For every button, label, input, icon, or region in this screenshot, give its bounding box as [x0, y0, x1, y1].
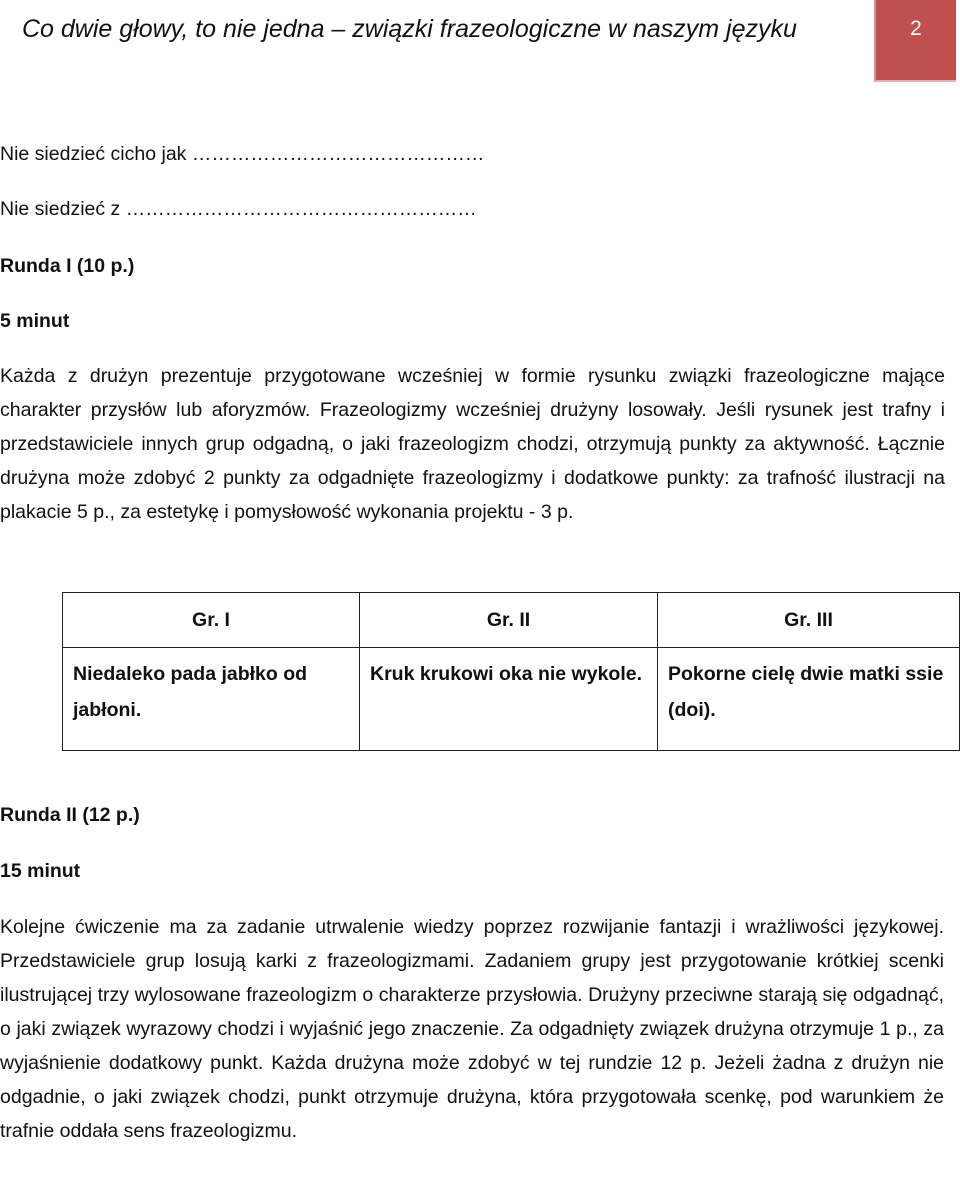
header-title: Co dwie głowy, to nie jedna – związki frazeologiczne w naszym języku	[22, 15, 797, 43]
table-row	[63, 648, 960, 751]
page-header	[0, 0, 960, 84]
table-cell: Kruk krukowi oka nie wykole.	[360, 648, 658, 751]
page-number-badge: 2	[874, 0, 956, 82]
table-header-cell: Gr. I	[63, 593, 360, 648]
fill-in-line-1: Nie siedzieć cicho jak ………………………………………	[0, 143, 485, 165]
table-cell: Pokorne cielę dwie matki ssie (doi).	[658, 648, 960, 751]
groups-table	[62, 592, 960, 751]
round1-time: 5 minut	[0, 310, 70, 332]
round2-description: Kolejne ćwiczenie ma za zadanie utrwalenie wiedzy poprzez rozwijanie fantazji i wrażliwości językowej. Przedstawiciele grup losują karki z frazeologizmami. Zadaniem grupy jest przygotowanie krótkiej scenki ilustrującej trzy wylosowane frazeologizm o charakterze przysłowia. Drużyny przeciwne starają się odgadnąć, o jaki związek wyrazowy chodzi i wyjaśnić jego znaczenie. Za odgadnięty związek drużyna otrzymuje 1 p., za wyjaśnienie dodatkowy punkt. Każda drużyna może zdobyć w tej rundzie 12 p. Jeżeli żadna z drużyn nie odgadnie, o jaki związek chodzi, punkt otrzymuje drużyna, która przygotowała scenkę, pod warunkiem że trafnie oddała sens frazeologizmu.	[0, 916, 944, 1142]
table-header-row	[63, 593, 960, 648]
fill-in-line-2: Nie siedzieć z ………………………………………………	[0, 198, 477, 220]
table-header-cell: Gr. II	[360, 593, 658, 648]
table-header-cell: Gr. III	[658, 593, 960, 648]
table-cell: Niedaleko pada jabłko od jabłoni.	[63, 648, 360, 751]
round2-title: Runda II (12 p.)	[0, 804, 140, 826]
round2-time: 15 minut	[0, 860, 81, 882]
round1-description: Każda z drużyn prezentuje przygotowane wcześniej w formie rysunku związki frazeologiczne mające charakter przysłów lub aforyzmów. Frazeologizmy wcześniej drużyny losowały. Jeśli rysunek jest trafny i przedstawiciele innych grup odgadną, o jaki frazeologizm chodzi, otrzymują punkty za aktywność. Łącznie drużyna może zdobyć 2 punkty za odgadnięte frazeologizmy i dodatkowe punkty: za trafność ilustracji na plakacie 5 p., za estetykę i pomysłowość wykonania projektu - 3 p.	[0, 365, 945, 523]
round1-title: Runda I (10 p.)	[0, 255, 135, 277]
